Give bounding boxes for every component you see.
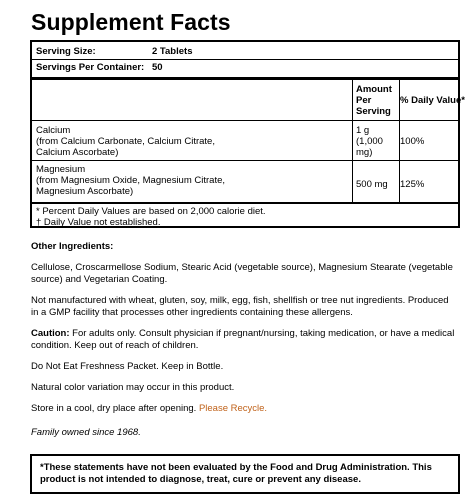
nutrient-dv-magnesium: 125% [400,179,425,190]
thick-divider [32,77,458,80]
other-ingredients-label: Other Ingredients: [31,241,114,252]
nutrient-source-calcium: Calcium Ascorbate) [36,147,119,158]
supplement-facts-table [30,40,465,228]
footnote: † Daily Value not established. [36,217,161,228]
nutrient-source-magnesium: Magnesium Ascorbate) [36,186,134,197]
amount-header-line2: Per [356,95,372,106]
disclaimer-line: product is not intended to diagnose, treat, cure or prevent any disease. [40,474,361,485]
serving-size-label: Serving Size: [36,46,96,57]
nutrient-name-calcium: Calcium [36,125,71,136]
recycle-text: Please Recycle. [198,403,268,414]
nutrient-amount-magnesium: 500 mg [356,179,388,190]
allergen-text: Not manufactured with wheat, gluten, soy, milk, egg, fish, shellfish or tree nut ingredients. Produced [31,295,449,306]
caution-text [31,328,461,340]
footnote: * Percent Daily Values are based on 2,000 calorie diet. [36,206,266,217]
freshness-text: Do Not Eat Freshness Packet. Keep in Bottle. [31,361,224,372]
daily-value-header: % Daily Value* [400,95,465,106]
divider [32,120,458,121]
amount-header-line1: Amount [356,84,392,95]
fda-disclaimer-box [30,454,460,494]
caution-line1: For adults only. Consult physician if pregnant/nursing, taking medication, or have a medical [69,328,455,339]
amount-header-line3: Serving [356,106,391,117]
servings-per-container-label: Servings Per Container: [36,62,145,73]
color-variation-text: Natural color variation may occur in this product. [31,382,235,393]
family-text: Family owned since 1968. [31,427,141,438]
divider [32,160,458,161]
serving-size-value: 2 Tablets [152,46,193,57]
disclaimer-line: *These statements have not been evaluated by the Food and Drug Administration. This [40,462,432,473]
nutrient-dv-calcium: 100% [400,136,425,147]
storage-instructions: Store in a cool, dry place after opening. [31,403,197,414]
nutrient-source-calcium: (from Calcium Carbonate, Calcium Citrate, [36,136,215,147]
ingredients-text: source) and Vegetarian Coating. [31,274,168,285]
caution-label: Caution: [31,328,70,339]
servings-per-container-value: 50 [152,62,163,73]
divider [32,202,458,204]
column-divider [352,80,353,203]
nutrient-amount-calcium: (1,000 [356,136,383,147]
ingredients-text: Cellulose, Croscarmellose Sodium, Stearic Acid (vegetable source), Magnesium Stearate (vegetable [31,262,453,273]
caution-text: condition. Keep out of reach of children. [31,340,199,351]
nutrient-source-magnesium: (from Magnesium Oxide, Magnesium Citrate, [36,175,226,186]
divider [32,59,458,60]
nutrient-amount-calcium: mg) [356,147,373,158]
page-title: Supplement Facts [31,9,231,35]
nutrient-amount-calcium: 1 g [356,125,370,136]
nutrient-name-magnesium: Magnesium [36,164,86,175]
allergen-text: in a GMP facility that processes other ingredients containing these allergens. [31,307,353,318]
storage-text [31,403,461,415]
